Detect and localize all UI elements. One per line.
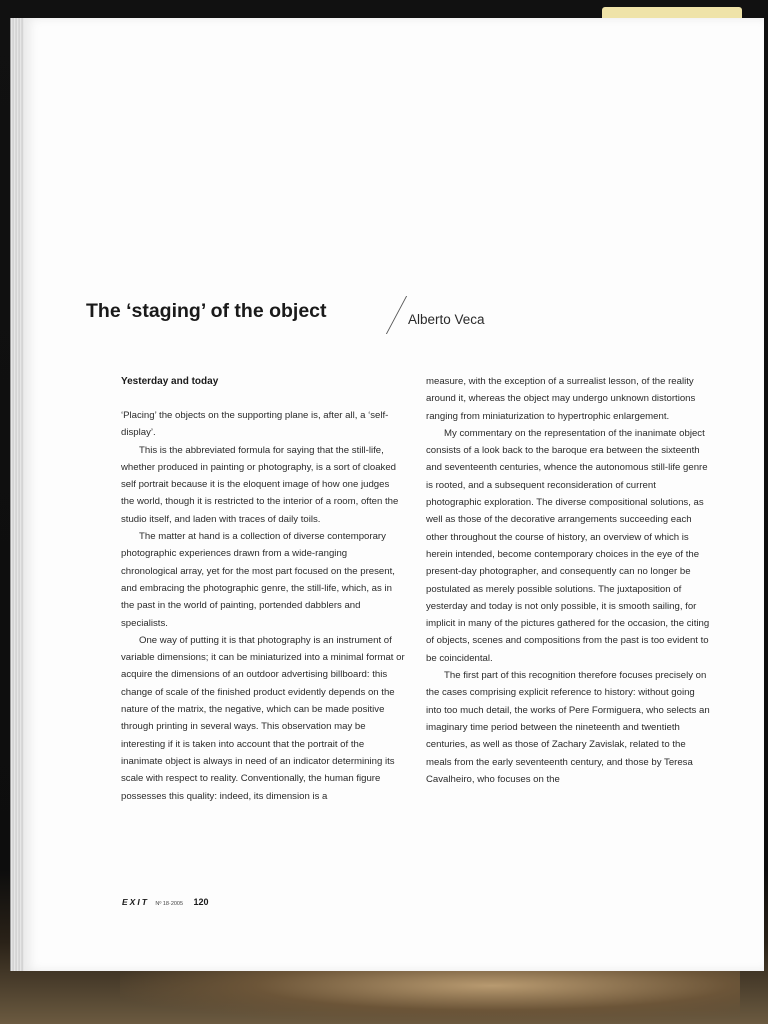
article-author: Alberto Veca	[408, 312, 485, 327]
text-column-left	[121, 373, 405, 805]
magazine-logo: EXIT	[122, 897, 149, 907]
page-number: 120	[193, 897, 209, 907]
issue-number: Nº 18·2005	[155, 901, 184, 907]
text-column-right	[426, 373, 710, 788]
paragraph: The first part of this recognition therefore focuses precisely on the cases comprising explicit reference to history: without going into too much detail, the works of Pere Formiguera, who selects an imaginary time period between the nineteenth and twentieth centuries, as well as those of Zachary Zavislak, related to the meals from the early seventeenth century, and those by Teresa Cavalheiro, who focuses on the	[426, 670, 710, 785]
paragraph: One way of putting it is that photography is an instrument of variable dimensions; it can be miniaturized into a minimal format or acquire the dimensions of an outdoor advertising billboard: this change of scale of the finished product evidently depends on the nature of the matrix, the negative, which can be made positive through printing in several ways. This observation may be interesting if it is taken into account that the portrait of the inanimate object is always in need of an indicator determining its scale with respect to reality. Conventionally, the human figure possesses this quality: indeed, its dimension is a	[121, 634, 405, 802]
magazine-page	[24, 18, 764, 971]
paragraph: This is the abbreviated formula for saying that the still-life, whether produced in painting or photography, is a sort of cloaked self portrait because it is the eloquent image of how one judges the world, though it is restricted to the interior of a room, often the studio itself, and laden with traces of daily toils.	[121, 444, 399, 525]
paragraph: ‘Placing’ the objects on the supporting plane is, after all, a ‘self-display’.	[121, 410, 389, 439]
paragraph: The matter at hand is a collection of diverse contemporary photographic experiences drawn from a wide-ranging chronological array, yet for the most part focused on the present, and embracing the photographic genre, the still-life, which, as in the past in the world of painting, portended dabblers and specialists.	[121, 531, 395, 629]
title-separator	[386, 296, 407, 334]
article-header	[86, 300, 586, 340]
paragraph: My commentary on the representation of the inanimate object consists of a look back to the baroque era between the sixteenth and seventeenth centuries, whence the autonomous still-life genre is rooted, and a subsequent reconsideration of current photographic exploration. The diverse compositional solutions, as well as those of the decorative arrangements succeeding each other throughout the course of history, an overview of which is herein intended, become contemporary choices in the eye of the present-day photographer, and consequently can no longer be postulated as merely possible solutions. The juxtaposition of yesterday and today is not only possible, it is smooth sailing, for implicit in many of the pictures gathered for the occasion, the citing of objects, scenes and compositions from the past is too evident to be coincidental.	[426, 427, 710, 664]
section-heading: Yesterday and today	[121, 376, 219, 387]
page-footer	[122, 892, 209, 906]
article-title: The ‘staging’ of the object	[86, 300, 327, 322]
paragraph: measure, with the exception of a surrealist lesson, of the reality around it, whereas the object may undergo unknown distortions ranging from miniaturization to hypertrophic enlargement.	[426, 376, 696, 422]
